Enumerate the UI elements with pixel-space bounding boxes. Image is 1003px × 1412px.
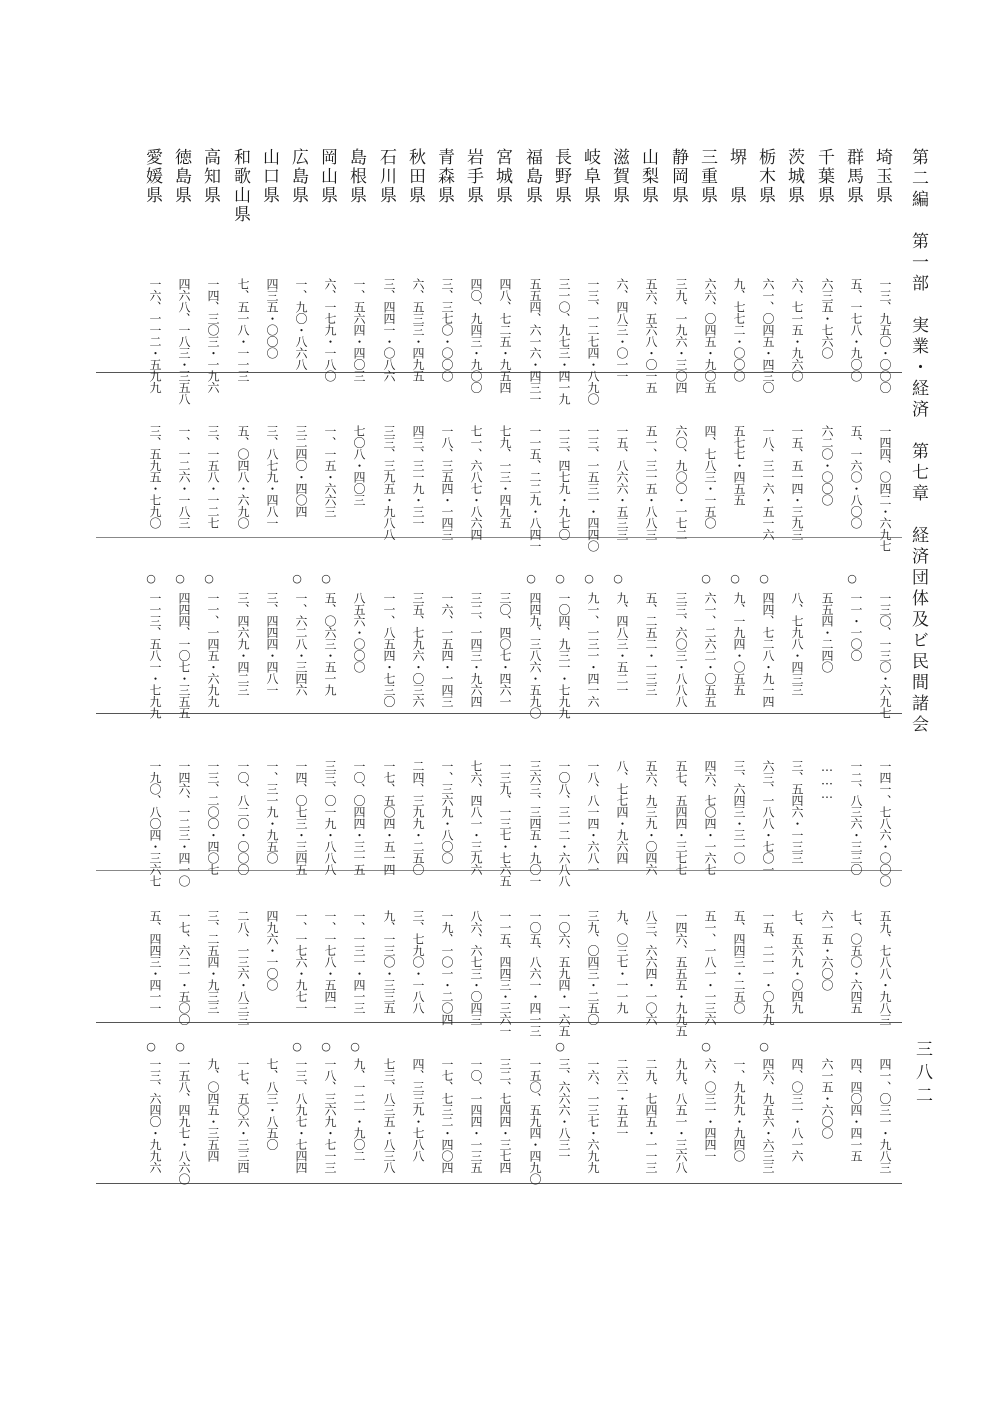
deficit-mark: ○ (146, 1040, 156, 1053)
value-cell-v1: 一三、一二七四・八九〇 (586, 278, 600, 405)
value-cell-v4: 一、三一九・九五〇 (265, 760, 279, 864)
value-cell-v5: 五一、一八一・一三六 (703, 910, 717, 1025)
value-cell-v6: 一五八、四九七・八六〇 (177, 1058, 191, 1185)
value-cell-v3: 三、四六九・四二三 (236, 592, 250, 696)
prefecture-name: 石川県 (376, 148, 396, 205)
deficit-mark: ○ (350, 1040, 360, 1053)
value-cell-v5: 一七、六二一・五〇〇 (177, 910, 191, 1025)
value-cell-v5: 七、五六九・〇四九 (790, 910, 804, 1014)
value-cell-v3: 四四九、三八六・五九〇 (528, 592, 542, 719)
value-cell-v3: 五、二五二・一三三 (644, 592, 658, 696)
prefecture-name: 滋賀県 (609, 148, 629, 205)
deficit-mark: ○ (584, 572, 594, 585)
value-cell-v5: 一、一三一・四一三 (352, 910, 366, 1014)
value-cell-v4: 一七、五〇四・五一四 (382, 760, 396, 875)
value-cell-v5: 六一五・六〇〇 (820, 910, 834, 991)
running-header: 第二編 第一部 実業・経済 第七章 経済団体及ビ民間諸会 (908, 148, 928, 736)
value-cell-v3: 五五四・二四〇 (820, 592, 834, 673)
value-cell-v4: 一三、二〇〇・四〇七 (206, 760, 220, 875)
value-cell-v4: 一〇八、三一二・六八八 (557, 760, 571, 887)
value-cell-v2: 三二四〇・四〇四 (294, 425, 308, 517)
value-cell-v2: 六二〇・〇〇〇 (820, 425, 834, 506)
deficit-mark: ○ (204, 572, 214, 585)
value-cell-v2: 六〇、九〇〇・一七二 (674, 425, 688, 540)
value-cell-v1: 六、五三三・四九五 (411, 278, 425, 382)
value-cell-v4: 一四、〇七三・三四五 (294, 760, 308, 875)
value-cell-v5: 一、一七六・九七一 (294, 910, 308, 1014)
deficit-mark: ○ (847, 572, 857, 585)
value-cell-v1: 四八、七二五・九五四 (498, 278, 512, 393)
value-cell-v5: 四九六・一〇〇 (265, 910, 279, 991)
value-cell-v6: 六、〇三一・四四一 (703, 1058, 717, 1162)
prefecture-name: 山口県 (259, 148, 279, 205)
prefecture-name: 長野県 (551, 148, 571, 205)
prefecture-name: 和歌山県 (230, 148, 250, 224)
value-cell-v1: 五六、五六八・〇一五 (644, 278, 658, 393)
prefecture-name: 福島県 (522, 148, 542, 205)
value-cell-v6: 四、四〇四・四一五 (849, 1058, 863, 1162)
value-cell-v2: 一一五、二二九・八四一 (528, 425, 542, 552)
value-cell-v5: 八六、六七三・〇四三 (469, 910, 483, 1025)
value-cell-v4: 三、五四六・一三三 (790, 760, 804, 864)
prefecture-name: 群馬県 (843, 148, 863, 205)
value-cell-v2: 三、八七九・四八一 (265, 425, 279, 529)
value-cell-v6: 三、六六六・八三一 (557, 1058, 571, 1162)
deficit-mark: ○ (175, 572, 185, 585)
value-cell-v6: 一六、一三七・六九九 (586, 1058, 600, 1173)
value-cell-v3: 三、四四四・四八一 (265, 592, 279, 696)
value-cell-v4: 一〇、〇四四・三一五 (352, 760, 366, 875)
prefecture-name: 千葉県 (814, 148, 834, 205)
deficit-mark: ○ (730, 572, 740, 585)
value-cell-v3: 九一、一三一・四一六 (586, 592, 600, 707)
value-cell-v5: 一一五、四四三・三六一 (498, 910, 512, 1037)
value-cell-v6: 一〇、一四四・一三五 (469, 1058, 483, 1173)
value-cell-v1: 三九、一九六・三〇四 (674, 278, 688, 393)
deficit-mark: ○ (321, 1040, 331, 1053)
value-cell-v4: 一〇、八二〇・〇〇〇 (236, 760, 250, 875)
value-cell-v5: 二八、一三六・八三三 (236, 910, 250, 1025)
value-cell-v1: 五五四、六一六・四三一 (528, 278, 542, 405)
value-cell-v5: 一〇六、五九四・一六五 (557, 910, 571, 1037)
value-cell-v1: 一、五六四・四〇三 (352, 278, 366, 382)
prefecture-name: 岡山県 (317, 148, 337, 205)
value-cell-v2: 五七七・四五五 (732, 425, 746, 506)
value-cell-v4: 五六、九三九・〇四六 (644, 760, 658, 875)
value-cell-v6: 二六二・五五一 (615, 1058, 629, 1139)
value-cell-v4: 六三、一八八・七〇一 (761, 760, 775, 875)
value-cell-v3: 九、一九四・〇五五 (732, 592, 746, 696)
value-cell-v6: 一五〇、五九四・四九〇 (528, 1058, 542, 1185)
value-cell-v4: 一八、八一四・六八一 (586, 760, 600, 875)
value-cell-v2: 一三、一五三一・四四〇 (586, 425, 600, 552)
value-cell-v2: 四、七八三・一五〇 (703, 425, 717, 529)
prefecture-name: 宮城県 (492, 148, 512, 205)
value-cell-v3: 八五六・〇〇〇 (352, 592, 366, 673)
value-cell-v3: 一〇四、九三一・七九九 (557, 592, 571, 719)
value-cell-v4: 三六三、三四五・九〇一 (528, 760, 542, 887)
value-cell-v5: 三九、〇四三・二五〇 (586, 910, 600, 1025)
prefecture-name: 岩手県 (463, 148, 483, 205)
prefecture-name: 茨城県 (784, 148, 804, 205)
column-divider (96, 713, 902, 714)
value-cell-v3: 四四、七二八・九一四 (761, 592, 775, 707)
value-cell-v2: 一、一二六・一八三 (177, 425, 191, 529)
value-cell-v2: 一八、三一六・五一六 (761, 425, 775, 540)
value-cell-v2: 三、一五八・一二七 (206, 425, 220, 529)
prefecture-name: 堺 県 (726, 148, 746, 205)
prefecture-name: 静岡県 (668, 148, 688, 205)
value-cell-v3: 一一・一〇〇 (849, 592, 863, 661)
value-cell-v2: 一、一五・六六三 (323, 425, 337, 517)
value-cell-v5: 五、四四三・二五〇 (732, 910, 746, 1014)
value-cell-v5: 一、一七八・五四一 (323, 910, 337, 1014)
prefecture-name: 埼玉県 (872, 148, 892, 205)
deficit-mark: ○ (701, 1040, 711, 1053)
value-cell-v6: 九、〇四五・三五四 (206, 1058, 220, 1162)
value-cell-v1: 一四、三〇三・一九六 (206, 278, 220, 393)
value-cell-v1: 一六、一一二・五九九 (148, 278, 162, 393)
value-cell-v6: 七、八三・八五〇 (265, 1058, 279, 1150)
value-cell-v3: 六一、二六二・〇五五 (703, 592, 717, 707)
prefecture-name: 愛媛県 (142, 148, 162, 205)
prefecture-name: 山梨県 (638, 148, 658, 205)
prefecture-name: 徳島県 (171, 148, 191, 205)
value-cell-v6: 六一五・六〇〇 (820, 1058, 834, 1139)
prefecture-name: 高知県 (200, 148, 220, 205)
value-cell-v2: 五、一六〇・八〇〇 (849, 425, 863, 529)
deficit-mark: ○ (759, 1040, 769, 1053)
value-cell-v4: 一四一、七八六・〇〇〇 (878, 760, 892, 887)
value-cell-v4: 一二、八三六・三三〇 (849, 760, 863, 875)
value-cell-v6: 一七、五〇六・三三四 (236, 1058, 250, 1173)
value-cell-v1: 三一〇、九七三・四一九 (557, 278, 571, 405)
value-cell-v4: 一、三六九・八〇〇 (440, 760, 454, 864)
value-cell-v4: 二四、三九九・二五〇 (411, 760, 425, 875)
value-cell-v1: 四六八、一八三・三五八 (177, 278, 191, 405)
prefecture-name: 青森県 (434, 148, 454, 205)
value-cell-v6: 一三、八九七・七四四 (294, 1058, 308, 1173)
value-cell-v5: 一九、一〇一・二〇四 (440, 910, 454, 1025)
prefecture-name: 秋田県 (405, 148, 425, 205)
value-cell-v1: 六六、〇四五・九〇五 (703, 278, 717, 393)
value-cell-v1: 六、一七九・一八〇 (323, 278, 337, 382)
value-cell-v1: 三、四四一・〇八六 (382, 278, 396, 382)
value-cell-v2: 五、〇四八・六九〇 (236, 425, 250, 529)
value-cell-v5: 七、〇五〇・六四五 (849, 910, 863, 1014)
value-cell-v5: 一〇五、八六一・四一三 (528, 910, 542, 1037)
value-cell-v1: 六三五・七六〇 (820, 278, 834, 359)
deficit-mark: ○ (292, 1040, 302, 1053)
value-cell-v2: 一五、五一四・三九三 (790, 425, 804, 540)
value-cell-v3: 三三、六〇三・八八八 (674, 592, 688, 707)
prefecture-name: 栃木県 (755, 148, 775, 205)
prefecture-name: 広島県 (288, 148, 308, 205)
value-cell-v6: 一八、三六九・七一三 (323, 1058, 337, 1173)
value-cell-v5: 五九、七八八・九八三 (878, 910, 892, 1025)
value-cell-v3: 一三〇、一三〇・六九七 (878, 592, 892, 719)
value-cell-v3: 三〇、四〇七・四六一 (498, 592, 512, 707)
value-cell-v5: 三、七九〇・一八八 (411, 910, 425, 1014)
deficit-mark: ○ (526, 572, 536, 585)
value-cell-v2: 七〇八・四〇三 (352, 425, 366, 506)
value-cell-v2: 三、五九五・七九〇 (148, 425, 162, 529)
value-cell-v3: 一一、八五四・七三〇 (382, 592, 396, 707)
value-cell-v2: 一四四、〇四二・六九七 (878, 425, 892, 552)
value-cell-v3: 一一、一四五・六九九 (206, 592, 220, 707)
deficit-mark: ○ (701, 572, 711, 585)
value-cell-v5: 九、〇三七・一一九 (615, 910, 629, 1014)
value-cell-v4: 七六、四八一・三九六 (469, 760, 483, 875)
value-cell-v2: 一八、三五四・一四三 (440, 425, 454, 540)
value-cell-v4: ……… (820, 760, 834, 801)
value-cell-v5: 一五、二一一・〇九九 (761, 910, 775, 1025)
value-cell-v4: 一三九、一三七・七六五 (498, 760, 512, 887)
value-cell-v2: 三三、三九五・九八八 (382, 425, 396, 540)
value-cell-v3: 一一三、五八一・七九九 (148, 592, 162, 719)
value-cell-v6: 三二、七四四・三七四 (498, 1058, 512, 1173)
deficit-mark: ○ (175, 1040, 185, 1053)
deficit-mark: ○ (555, 572, 565, 585)
value-cell-v1: 五、一七八・九〇〇 (849, 278, 863, 382)
value-cell-v3: 三五、七九六・〇三六 (411, 592, 425, 707)
value-cell-v1: 四〇、九四三・九〇〇 (469, 278, 483, 393)
value-cell-v3: 九、四八三・五二一 (615, 592, 629, 696)
value-cell-v1: 九、七七二・〇〇〇 (732, 278, 746, 382)
value-cell-v1: 六、七一五・九六〇 (790, 278, 804, 382)
value-cell-v5: 五、四四三・四一一 (148, 910, 162, 1014)
prefecture-name: 三重県 (697, 148, 717, 205)
value-cell-v2: 一五、八六六・五三三 (615, 425, 629, 540)
value-cell-v5: 八三、六六四・一〇六 (644, 910, 658, 1025)
value-cell-v2: 五一、三一五・八八三 (644, 425, 658, 540)
deficit-mark: ○ (321, 572, 331, 585)
value-cell-v4: 一九〇、八〇四・三六七 (148, 760, 162, 887)
value-cell-v3: 八、七九八・四三三 (790, 592, 804, 696)
value-cell-v1: 一、九〇・八六八 (294, 278, 308, 370)
value-cell-v3: 五、〇六三・五一九 (323, 592, 337, 696)
column-divider (96, 1183, 902, 1184)
value-cell-v6: 一三、六四〇・九九六 (148, 1058, 162, 1173)
deficit-mark: ○ (146, 572, 156, 585)
value-cell-v5: 一四六、五五五・九九五 (674, 910, 688, 1037)
value-cell-v4: 五七、五四四・三七七 (674, 760, 688, 875)
value-cell-v3: 一六、一五四・一四三 (440, 592, 454, 707)
deficit-mark: ○ (613, 572, 623, 585)
value-cell-v3: 四四四、一〇七・三五五 (177, 592, 191, 719)
value-cell-v4: 四六、七〇四・一六七 (703, 760, 717, 875)
value-cell-v1: 七、五一八・一一三 (236, 278, 250, 382)
value-cell-v6: 二九、七四五・一一三 (644, 1058, 658, 1173)
value-cell-v1: 四三五・〇〇〇 (265, 278, 279, 359)
value-cell-v6: 四一、〇三一・九八三 (878, 1058, 892, 1173)
value-cell-v4: 三、六四三・三一〇 (732, 760, 746, 864)
value-cell-v1: 一三、九五〇・〇〇〇 (878, 278, 892, 393)
value-cell-v2: 四三、三一九・三一 (411, 425, 425, 529)
value-cell-v4: 八、七七四・九六四 (615, 760, 629, 864)
value-cell-v6: 四六、九五六・六三三 (761, 1058, 775, 1173)
value-cell-v6: 九九、八五一・三六八 (674, 1058, 688, 1173)
value-cell-v6: 一七、七三二・四〇四 (440, 1058, 454, 1173)
value-cell-v3: 一、六二八・三四六 (294, 592, 308, 696)
value-cell-v1: 三、三七〇・〇〇〇 (440, 278, 454, 382)
value-cell-v4: 一四六、一二三・四一〇 (177, 760, 191, 887)
page-number: 三八二 (912, 1040, 932, 1109)
value-cell-v5: 九、一三〇・三三五 (382, 910, 396, 1014)
value-cell-v6: 四、〇三一・八一六 (790, 1058, 804, 1162)
value-cell-v6: 四、三三九・七八八 (411, 1058, 425, 1162)
value-cell-v2: 七一、六八七・八六四 (469, 425, 483, 540)
value-cell-v3: 三二、一四三・九六四 (469, 592, 483, 707)
deficit-mark: ○ (555, 1040, 565, 1053)
value-cell-v1: 六、四八三・〇一一 (615, 278, 629, 382)
prefecture-name: 島根県 (346, 148, 366, 205)
value-cell-v2: 一三、四七九・九七〇 (557, 425, 571, 540)
value-cell-v4: 三三、〇一九・八八八 (323, 760, 337, 875)
value-cell-v2: 七九、一三・四九五 (498, 425, 512, 529)
deficit-mark: ○ (759, 572, 769, 585)
value-cell-v6: 一、九九九・九四〇 (732, 1058, 746, 1162)
prefecture-name: 岐阜県 (580, 148, 600, 205)
value-cell-v1: 六一、〇四五・四三〇 (761, 278, 775, 393)
value-cell-v5: 三、二五四・九三三 (206, 910, 220, 1014)
value-cell-v6: 九、一二一・九〇二 (352, 1058, 366, 1162)
value-cell-v6: 七三、八三五・八三八 (382, 1058, 396, 1173)
deficit-mark: ○ (292, 572, 302, 585)
